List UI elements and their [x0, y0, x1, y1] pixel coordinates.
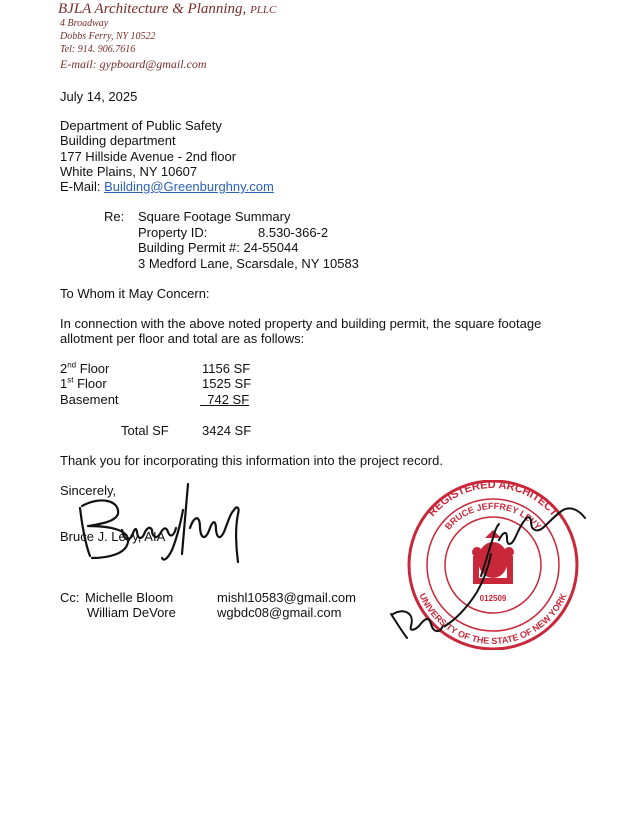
letterhead-city: Dobbs Ferry, NY 10522	[60, 31, 156, 42]
cc-label: Cc:	[60, 590, 80, 605]
re-permit: Building Permit #: 24-55044	[138, 240, 299, 255]
recipient-email-label: E-Mail:	[60, 179, 101, 194]
floor-ordinal: nd	[67, 360, 77, 370]
recipient-email-link[interactable]: Building@Greenburghny.com	[104, 179, 274, 194]
cc-name: Michelle Bloom	[85, 590, 174, 605]
floor-number: 2	[60, 361, 68, 376]
floor-number: 1	[60, 376, 68, 391]
recipient-line: Building department	[60, 133, 176, 148]
floor-word: Floor	[73, 376, 107, 391]
closing: Sincerely,	[60, 483, 117, 498]
floor-area-value: 742 SF	[207, 392, 250, 407]
seal-name-textpath: BRUCE JEFFREY LEVY	[442, 500, 544, 532]
letter-date: July 14, 2025	[60, 89, 138, 104]
total-value: 3424 SF	[202, 423, 252, 438]
floor-word: Basement	[60, 392, 119, 407]
firm-name	[58, 1, 276, 18]
floor-label	[60, 392, 119, 407]
body-line: allotment per floor and total are as follows:	[60, 331, 305, 346]
signature-drawing	[60, 466, 290, 566]
recipient-email-row	[60, 179, 274, 194]
salutation: To Whom it May Concern:	[60, 286, 210, 301]
floor-label	[60, 361, 109, 376]
cc-email: mishl10583@gmail.com	[217, 590, 356, 605]
seal-top-textpath: REGISTERED ARCHITECT	[426, 480, 561, 519]
firm-name-main: BJLA Architecture & Planning,	[58, 1, 247, 17]
floor-area	[200, 392, 249, 407]
floor-word: Floor	[76, 361, 110, 376]
signer-name: Bruce J. Levy, AIA	[60, 529, 166, 544]
letterhead-email: E-mail: gypboard@gmail.com	[60, 57, 207, 71]
re-property-value: 8.530-366-2	[258, 225, 329, 240]
recipient-line: 177 Hillside Avenue - 2nd floor	[60, 149, 237, 164]
body-line: In connection with the above noted property and building permit, the square footage	[60, 316, 542, 331]
letterhead-street: 4 Broadway	[60, 18, 109, 29]
letterhead-tel: Tel: 914. 906.7616	[60, 44, 136, 55]
thanks-line: Thank you for incorporating this information into the project record.	[60, 453, 443, 468]
re-label: Re:	[104, 209, 125, 224]
cc-name: William DeVore	[87, 605, 176, 620]
recipient-line: White Plains, NY 10607	[60, 164, 198, 179]
seal-number: 012509	[479, 594, 507, 603]
floor-label	[60, 376, 107, 391]
re-address: 3 Medford Lane, Scarsdale, NY 10583	[138, 256, 359, 271]
re-subject: Square Footage Summary	[138, 209, 291, 224]
seal-bottom-textpath: UNIVERSITY OF THE STATE OF NEW YORK	[417, 591, 569, 647]
recipient-line: Department of Public Safety	[60, 118, 222, 133]
cc-email: wgbdc08@gmail.com	[217, 605, 342, 620]
total-label: Total SF	[121, 423, 169, 438]
floor-area: 1156 SF	[202, 361, 251, 376]
re-property-label: Property ID:	[138, 225, 208, 240]
floor-area-underlined	[200, 392, 249, 407]
firm-name-suffix: PLLC	[250, 4, 277, 16]
floor-ordinal: st	[67, 375, 74, 385]
floor-area: 1525 SF	[202, 376, 252, 391]
architect-seal	[385, 480, 610, 650]
